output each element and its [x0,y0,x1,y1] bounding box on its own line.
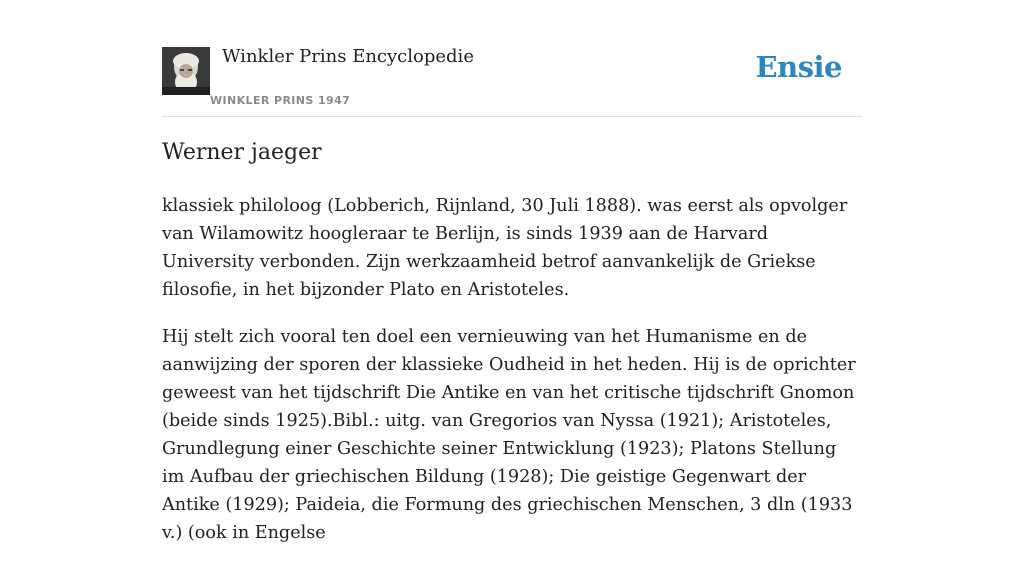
article-paragraph: klassiek philoloog (Lobberich, Rijnland, 30 Juli 1888). was eerst als opvolger van Wilamowitz hoogleraar te Berlijn, is sinds 1939 aan de Harvard University verbonden. Zijn werkzaamheid betrof aanvankelijk de Griekse filosofie, in het bijzonder Plato en Aristoteles. [162,196,848,300]
site-header [162,44,862,117]
article-title: Werner jaeger [162,140,322,165]
article-paragraph: Hij stelt zich vooral ten doel een vernieuwing van het Humanisme en de aanwijzing der sporen der klassieke Oudheid in het heden. Hij is de oprichter geweest van het tijdschrift Die Antike en van het critische tijdschrift Gnomon (beide sinds 1925).Bibl.: uitg. van Gregorios van Nyssa (1921); Aristoteles, Grundlegung einer Geschichte seiner Entwicklung (1923); Platons Stellung im Aufbau der griechischen Bildung (1928); Die geistige Gegenwart der Antike (1929); Paideia, die Formung des griechischen Menschen, 3 dln (1933 v.) (ook in Engelse [162,327,856,543]
portrait-avatar-icon [162,47,210,95]
source-subtitle[interactable]: WINKLER PRINS 1947 [210,94,351,107]
avatar[interactable] [162,47,210,95]
site-title[interactable]: Winkler Prins Encyclopedie [222,46,474,67]
article-body [162,192,862,566]
brand-logo[interactable]: Ensie [755,50,842,84]
